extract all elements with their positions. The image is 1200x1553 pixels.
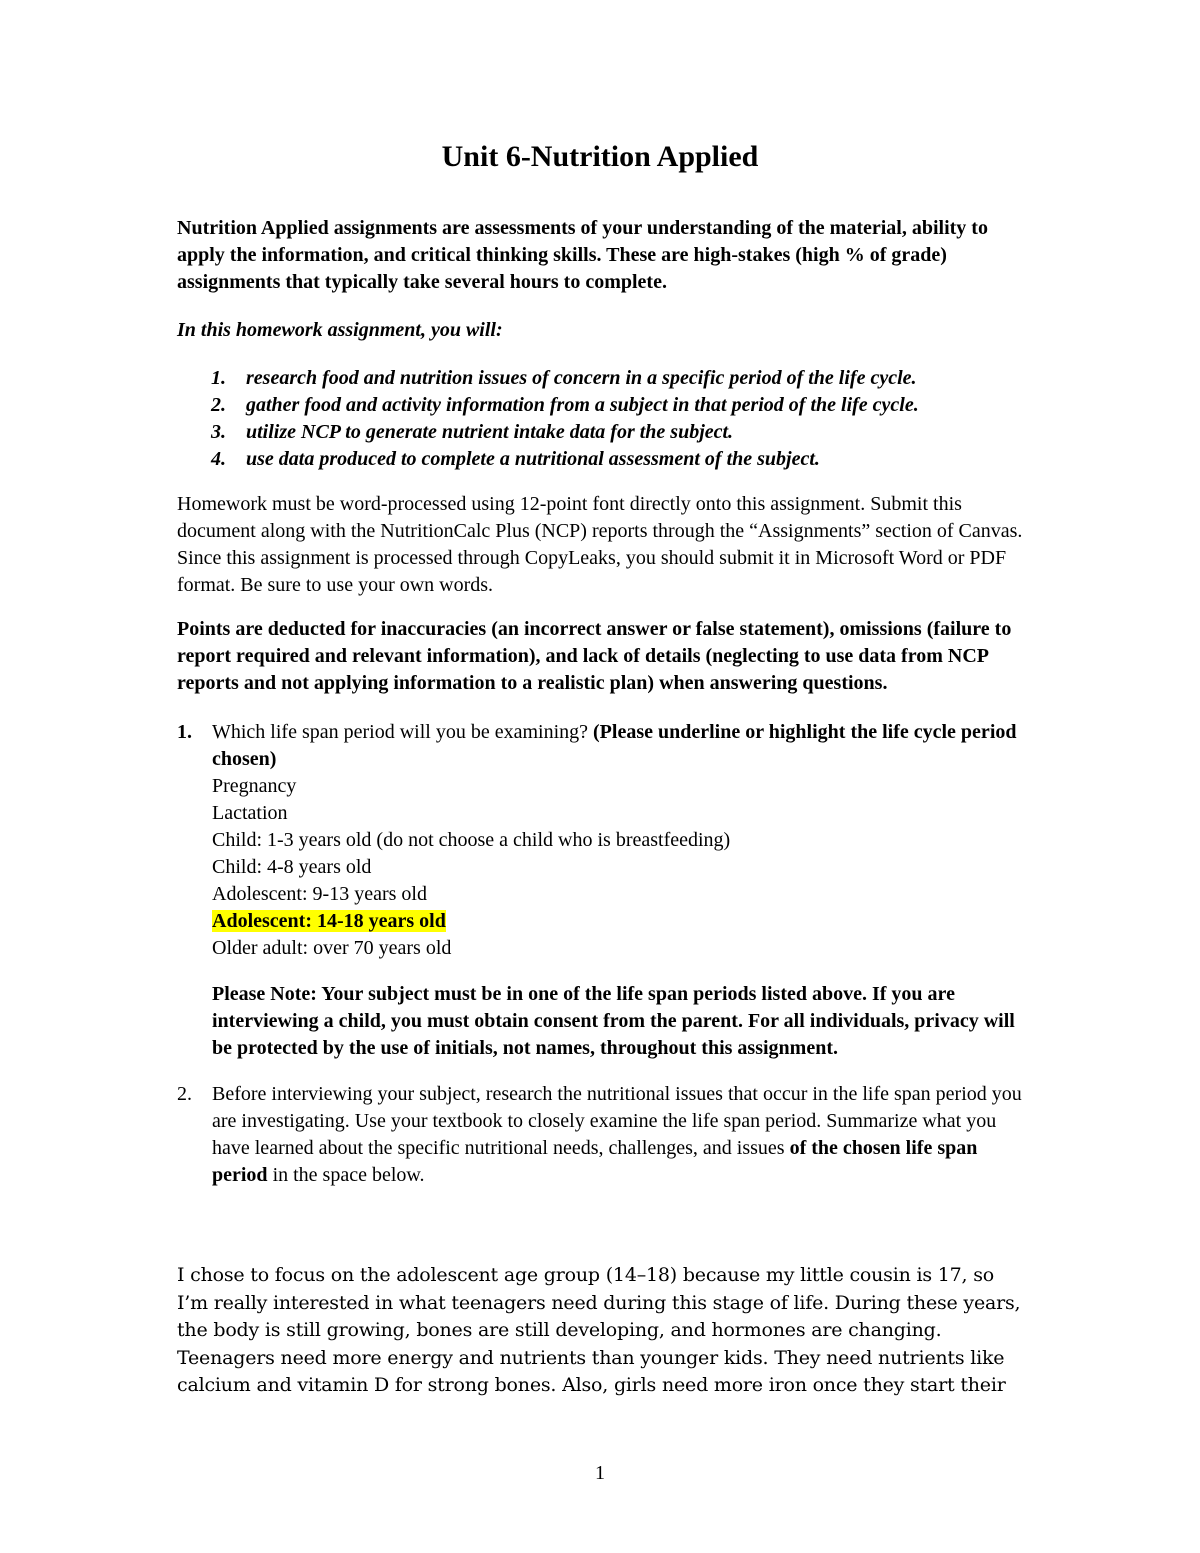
- option-child-1-3[interactable]: Child: 1-3 years old (do not choose a child who is breastfeeding): [212, 829, 731, 851]
- list-item-number: 2.: [211, 394, 226, 416]
- option-child-4-8[interactable]: Child: 4-8 years old: [212, 856, 372, 878]
- question-1: [177, 719, 1027, 1062]
- list-item: [177, 392, 1027, 419]
- question-emphasis: of the chosen life span period: [212, 1137, 978, 1186]
- question-emphasis: (Please underline or highlight the life cycle period chosen): [212, 721, 1017, 770]
- option-lactation[interactable]: Lactation: [212, 802, 288, 824]
- list-item-number: 3.: [211, 421, 226, 443]
- question-1-prompt: [212, 719, 1027, 773]
- question-2-prompt: [212, 1081, 1027, 1189]
- list-item-number: 4.: [211, 448, 226, 470]
- submission-instructions: Homework must be word-processed using 12-point font directly onto this assignment. Submit this document along with the NutritionCalc Plus (NCP) reports through the “Assignments” section of Canvas. Since this assignment is processed through CopyLeaks, you should submit it in Microsoft Word or PDF format. Be sure to use your own words.: [177, 493, 1023, 596]
- question-number: 1.: [177, 721, 192, 743]
- list-item: [177, 446, 1027, 473]
- questions-list: [177, 719, 1027, 1189]
- question-2: [177, 1081, 1027, 1189]
- page-number: 1: [595, 1462, 605, 1484]
- question-text: Before interviewing your subject, research the nutritional issues that occur in the life span period you are investigating. Use your textbook to closely examine the life span period. Summarize what you have learned about the specific nutritional needs, challenges, and issues: [212, 1083, 1022, 1159]
- question-text: Which life span period will you be examining?: [212, 721, 594, 743]
- question-number: 2.: [177, 1083, 192, 1105]
- option-adolescent-9-13[interactable]: Adolescent: 9-13 years old: [212, 883, 427, 905]
- list-item-text: use data produced to complete a nutritional assessment of the subject.: [246, 448, 820, 470]
- page-title: Unit 6-Nutrition Applied: [441, 140, 759, 173]
- intro-paragraph: Nutrition Applied assignments are assessments of your understanding of the material, ability to apply the information, and critical thinking skills. These are high-stakes (high % of grade) assignments that typically take several hours to complete.: [177, 217, 988, 293]
- option-older-adult[interactable]: Older adult: over 70 years old: [212, 937, 452, 959]
- option-pregnancy[interactable]: Pregnancy: [212, 775, 297, 797]
- list-item-text: gather food and activity information from a subject in that period of the life cycle.: [246, 394, 919, 416]
- student-answer[interactable]: I chose to focus on the adolescent age group (14–18) because my little cousin is 17, so I’m really interested in what teenagers need during this stage of life. During these years, the body is still growing, bones are still developing, and hormones are changing. Teenagers need more energy and nutrients than younger kids. They need nutrients like calcium and vitamin D for strong bones. Also, girls need more iron once they start their: [177, 1264, 1021, 1396]
- selected-option-highlight: Adolescent: 14-18 years old: [212, 910, 446, 932]
- list-item-number: 1.: [211, 367, 226, 389]
- document-body: [177, 215, 1027, 1189]
- list-item: [177, 419, 1027, 446]
- question-text-end: in the space below.: [267, 1164, 425, 1186]
- subject-privacy-note: Please Note: Your subject must be in one of the life span periods listed above. If you are interviewing a child, you must obtain consent from the parent. For all individuals, privacy will be protected by the use of initials, not names, throughout this assignment.: [212, 983, 1015, 1059]
- list-item-text: research food and nutrition issues of concern in a specific period of the life cycle.: [246, 367, 917, 389]
- list-item-text: utilize NCP to generate nutrient intake data for the subject.: [246, 421, 734, 443]
- list-item: [177, 365, 1027, 392]
- life-span-options: [212, 773, 1027, 962]
- objectives-list: [177, 365, 1027, 473]
- objectives-lead: In this homework assignment, you will:: [177, 319, 503, 341]
- grading-penalty-note: Points are deducted for inaccuracies (an incorrect answer or false statement), omissions (failure to report required and relevant information), and lack of details (neglecting to use data from NCP reports and not applying information to a realistic plan) when answering questions.: [177, 618, 1012, 694]
- option-adolescent-14-18-selected[interactable]: [212, 908, 1027, 935]
